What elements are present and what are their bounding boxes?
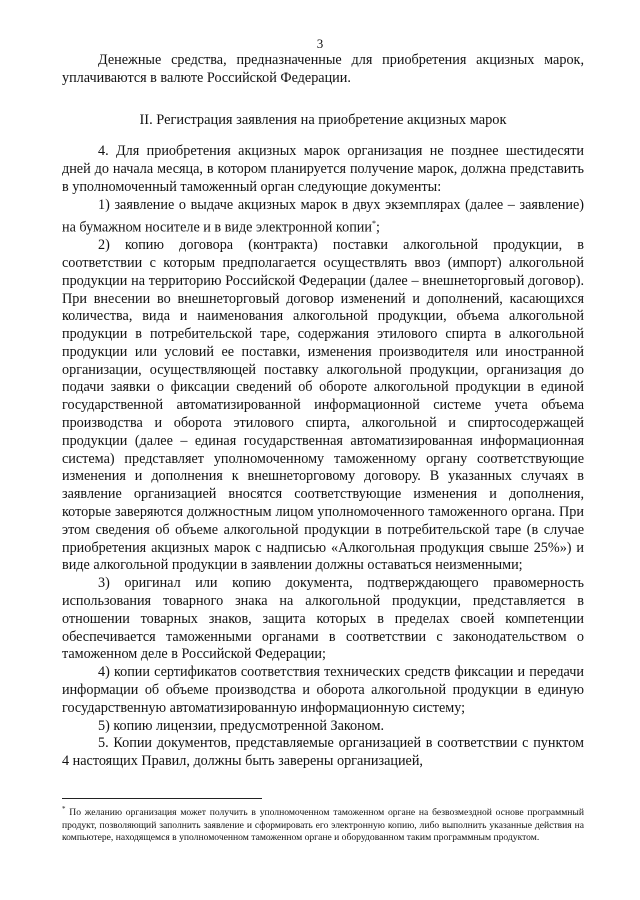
footnote-divider: [62, 798, 262, 799]
intro-paragraph: Денежные средства, предназначенные для приобретения акцизных марок, уплачиваются в валюте Российской Федерации.: [62, 52, 584, 86]
paragraph-4: 4. Для приобретения акцизных марок организация не позднее шестидесяти дней до начала месяца, в котором планируется получение марок, должна представить в уполномоченный таможенный орган следующие документы:: [62, 143, 584, 195]
paragraph-5: 5. Копии документов, представляемые организацией в соответствии с пунктом 4 настоящих Правил, должны быть заверены организацией,: [62, 735, 584, 770]
paragraph-4-item-3: 3) оригинал или копию документа, подтверждающего правомерность использования товарного знака на алкогольной продукции, представляется в отношении товарных знаков, защита которых в пределах своей компетенции обеспечивается таможенными органами в соответствии с законодательством о таможенном деле в Российской Федерации;: [62, 575, 584, 663]
page-number: 3: [316, 36, 324, 51]
paragraph-4-item-4: 4) копии сертификатов соответствия технических средств фиксации и передачи информации об объеме производства и оборота алкогольной продукции в единую государственную автоматизированную информационную систему;: [62, 664, 584, 716]
paragraph-4-item-1: 1) заявление о выдаче акцизных марок в двух экземплярах (далее – заявление) на бумажном носителе и в виде электронной копии*;: [62, 196, 584, 236]
paragraph-4-item-2: 2) копию договора (контракта) поставки алкогольной продукции, в соответствии с которым предполагается осуществлять ввоз (импорт) алкогольной продукции на территорию Российской Федерации (далее – внешнеторговый договор). При внесении во внешнеторговый договор изменений и дополнений, касающихся количества, вида и наименования алкогольной продукции, объема алкогольной продукции в потребительской таре, содержания этилового спирта в алкогольной продукции или условий ее поставки, изменения производителя или иностранной организации, осуществляющей поставку алкогольной продукции, организация до подачи заявки о фиксации сведений об обороте алкогольной продукции в единой государственной автоматизированной информационной системе учета объема производства и оборота этилового спирта, алкогольной и спиртосодержащей продукции (далее – единая государственная автоматизированная информационная система) представляет уполномоченному таможенному органу соответствующие изменения и дополнения к внешнеторговому договору. В указанных случаях в заявление организацией вносятся соответствующие изменения и дополнения, которые заверяются должностным лицом уполномоченного таможенного органа. При этом сведения об объеме алкогольной продукции в потребительской таре (в случае приобретения акцизных марок с надписью «Алкогольная продукция свыше 25%») и виде алкогольной продукции в заявлении должны оставаться неизменными;: [62, 237, 584, 574]
footnote-marker: *: [62, 805, 66, 813]
section-heading: II. Регистрация заявления на приобретение акцизных марок: [139, 111, 507, 128]
footnote-text: По желанию организация может получить в уполномоченном таможенном органе на безвозмездной основе программный продукт, позволяющий заполнить заявление и сформировать его электронную копию, либо выполнить указанные действия на компьютере, находящемся в уполномоченном таможенном органе и оборудованном таким программным продуктом.: [62, 807, 584, 844]
paragraph-4-item-5: 5) копию лицензии, предусмотренной Законом.: [98, 717, 385, 734]
document-body: [62, 52, 584, 771]
footnote: [62, 803, 584, 845]
paragraph-4-item-1-text: 1) заявление о выдаче акцизных марок в двух экземплярах (далее – заявление) на бумажном носителе и в виде электронной копии: [62, 196, 584, 236]
footnote-reference: *: [371, 218, 376, 228]
